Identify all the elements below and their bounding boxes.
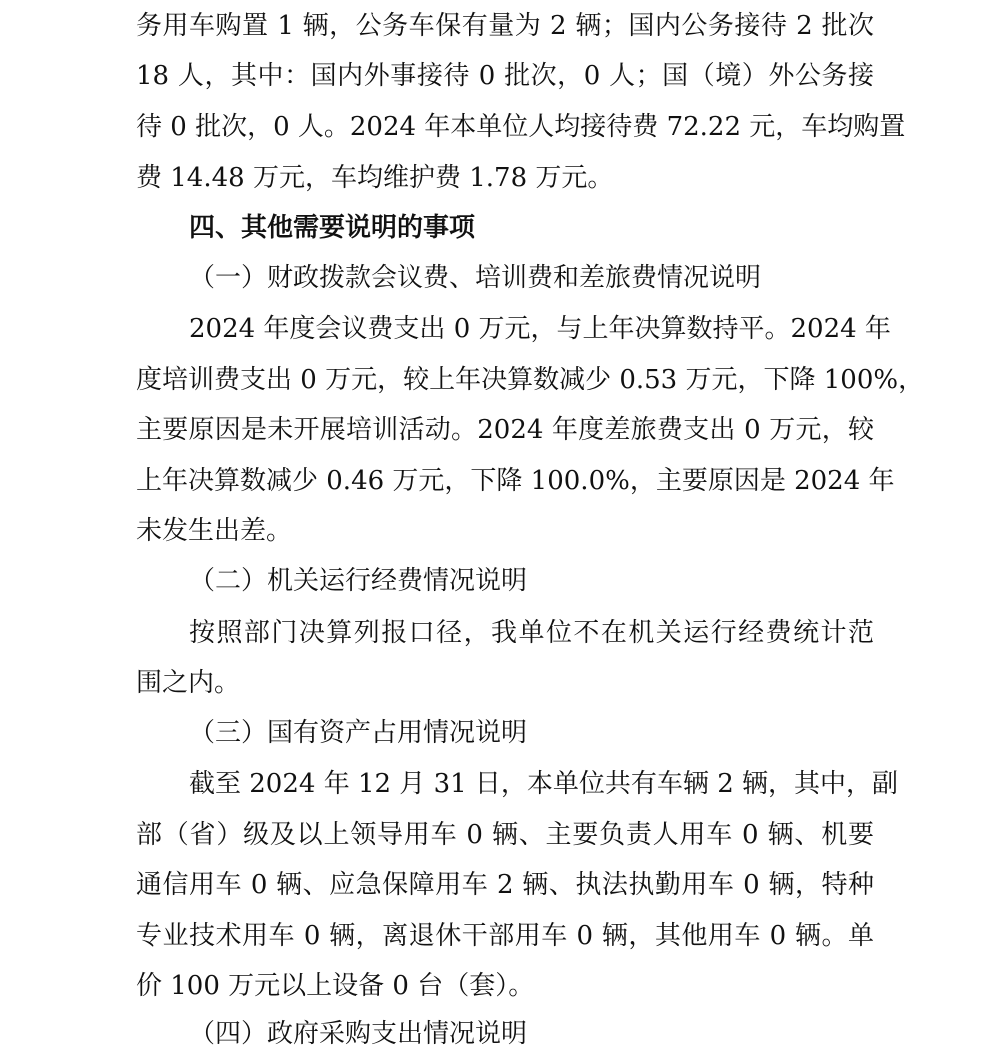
body-line: 主要原因是未开展培训活动。2024 年度差旅费支出 0 万元，较: [136, 415, 874, 445]
body-line: 按照部门决算列报口径，我单位不在机关运行经费统计范: [189, 618, 874, 648]
body-line: 务用车购置 1 辆，公务车保有量为 2 辆；国内公务接待 2 批次: [136, 11, 874, 41]
body-line: 通信用车 0 辆、应急保障用车 2 辆、执法执勤用车 0 辆，特种: [136, 870, 874, 900]
subsection-heading: （三）国有资产占用情况说明: [189, 718, 528, 748]
body-line: 上年决算数减少 0.46 万元，下降 100.0%，主要原因是 2024 年: [136, 466, 895, 496]
body-line: 待 0 批次，0 人。2024 年本单位人均接待费 72.22 元，车均购置: [136, 112, 906, 142]
subsection-heading: （一）财政拨款会议费、培训费和差旅费情况说明: [189, 263, 762, 293]
body-line: 2024 年度会议费支出 0 万元，与上年决算数持平。2024 年: [189, 314, 891, 344]
subsection-heading: （二）机关运行经费情况说明: [189, 566, 528, 596]
body-line: 费 14.48 万元，车均维护费 1.78 万元。: [136, 163, 614, 193]
body-line: 专业技术用车 0 辆，离退休干部用车 0 辆，其他用车 0 辆。单: [136, 921, 874, 951]
body-line: 未发生出差。: [136, 516, 293, 546]
section-heading: 四、其他需要说明的事项: [189, 213, 476, 243]
body-line: 价 100 万元以上设备 0 台（套）。: [136, 971, 535, 1001]
body-line: 围之内。: [136, 668, 241, 698]
body-line: 部（省）级及以上领导用车 0 辆、主要负责人用车 0 辆、机要: [136, 820, 874, 850]
body-line: 度培训费支出 0 万元，较上年决算数减少 0.53 万元，下降 100%，: [136, 365, 925, 395]
body-line: 18 人，其中：国内外事接待 0 批次，0 人；国（境）外公务接: [136, 61, 874, 91]
subsection-heading: （四）政府采购支出情况说明: [189, 1019, 528, 1049]
body-line: 截至 2024 年 12 月 31 日，本单位共有车辆 2 辆，其中，副: [189, 769, 898, 799]
